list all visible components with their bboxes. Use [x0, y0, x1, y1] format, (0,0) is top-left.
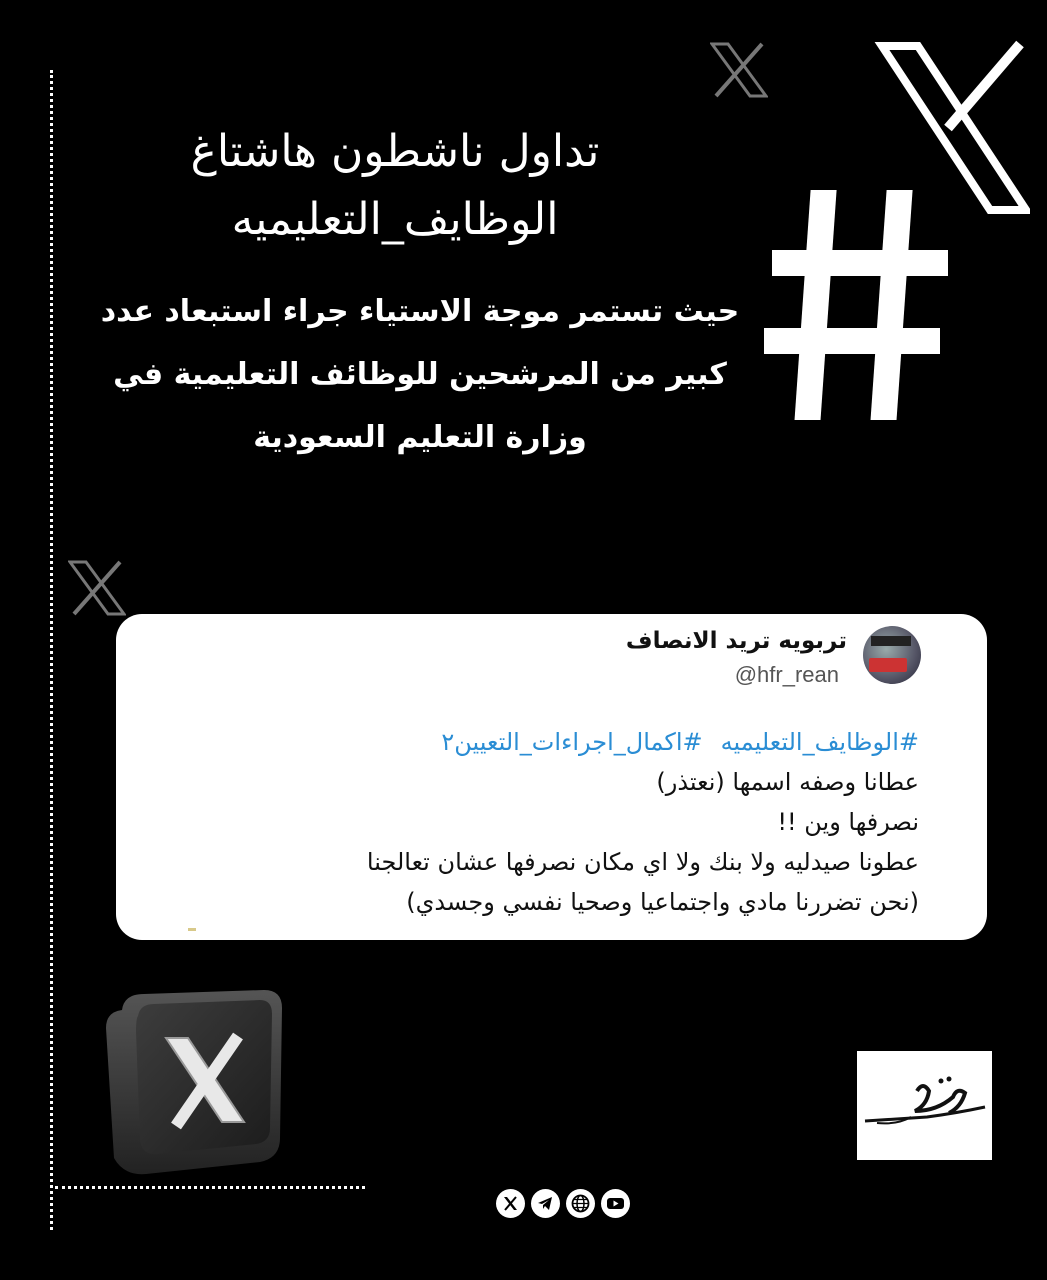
hashtag-link[interactable]: #اكمال_اجراءات_التعيين٢: [441, 728, 703, 756]
headline-hashtag: الوظايف_التعليميه: [231, 194, 559, 245]
x-social-icon[interactable]: [496, 1189, 525, 1218]
tweet-card: [116, 614, 987, 940]
dotted-divider-horizontal: [55, 1186, 365, 1189]
subtext-line-1: حيث تستمر موجة الاستياء جراء استبعاد عدد: [100, 294, 740, 329]
subtext-line-2: كبير من المرشحين للوظائف التعليمية في: [113, 357, 727, 392]
globe-icon[interactable]: [566, 1189, 595, 1218]
tweet-line: عطانا وصفه اسمها (نعتذر): [656, 768, 919, 796]
tweet-line: (نحن تضررنا مادي واجتماعيا وصحيا نفسي وجسدي): [406, 888, 919, 916]
headline-line-1: تداول ناشطون هاشتاغ: [190, 126, 600, 177]
tweet-author-name[interactable]: تربويه تريد الانصاف: [625, 628, 847, 654]
hashtag-link[interactable]: #الوظايف_التعليميه: [720, 728, 919, 756]
subtext: [95, 280, 745, 469]
x-cube-icon: [104, 988, 286, 1176]
subtext-line-3: وزارة التعليم السعودية: [253, 420, 587, 455]
telegram-icon[interactable]: [531, 1189, 560, 1218]
avatar[interactable]: [863, 626, 921, 684]
tweet-body: [159, 722, 919, 922]
x-outline-icon: [710, 42, 768, 98]
x-outline-icon: [68, 560, 126, 616]
brand-logo: [857, 1051, 992, 1160]
social-links: [496, 1189, 630, 1219]
tweet-hashtags: [159, 722, 919, 762]
tweet-author-handle[interactable]: @hfr_rean: [734, 662, 839, 687]
tweet-line: عطونا صيدليه ولا بنك ولا اي مكان نصرفها عشان تعالجنا: [366, 848, 919, 876]
youtube-icon[interactable]: [601, 1189, 630, 1218]
hash-icon: [760, 170, 960, 430]
dotted-divider-vertical: [50, 70, 53, 1230]
calligraphy-logo-icon: [857, 1051, 992, 1160]
decorative-dot: [188, 928, 196, 931]
tweet-line: نصرفها وين !!: [777, 808, 919, 836]
headline: [130, 118, 660, 254]
